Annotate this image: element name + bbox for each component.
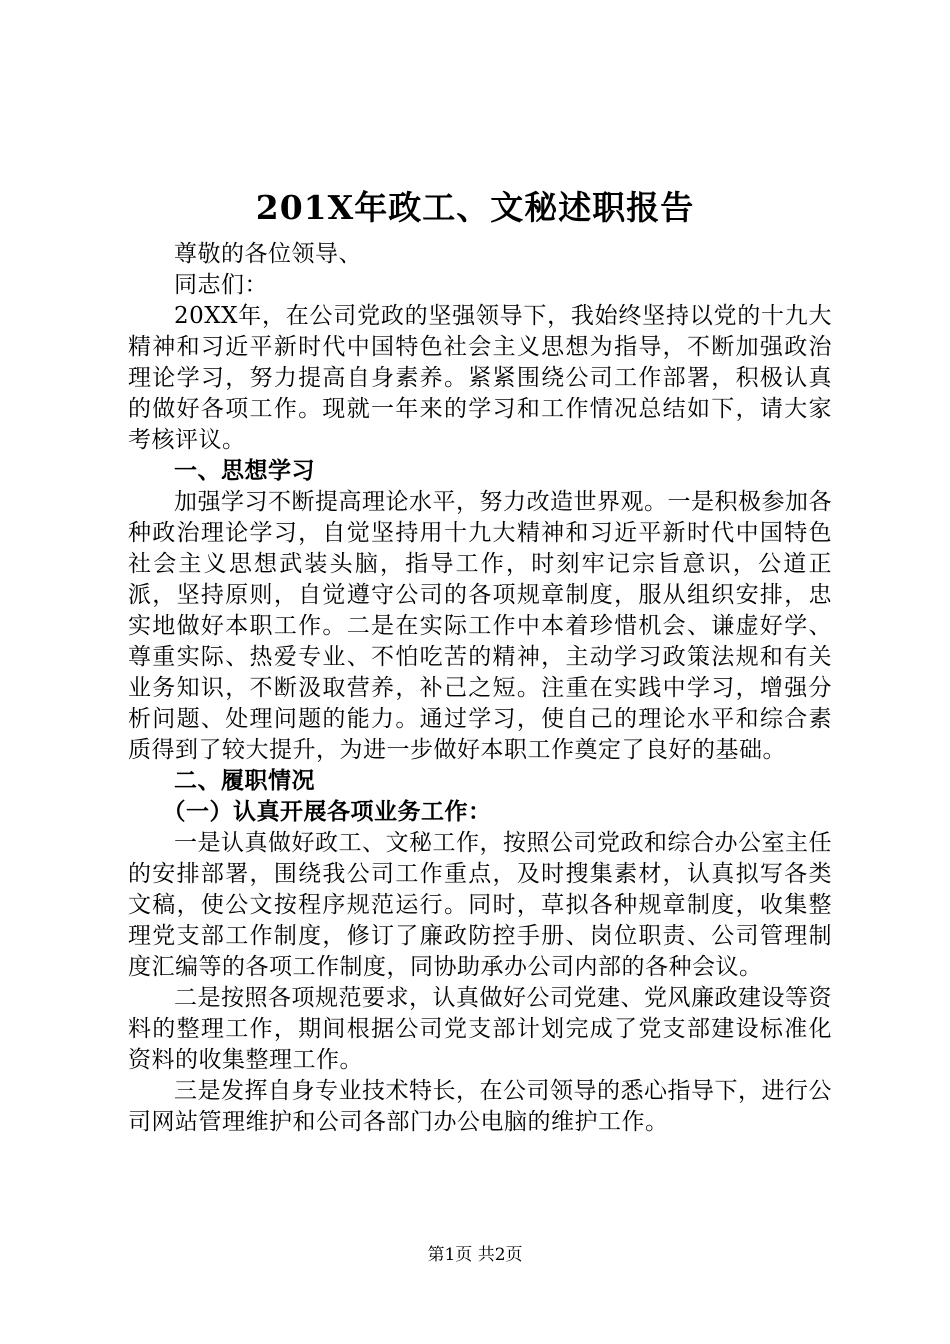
salutation-line: 尊敬的各位领导、 (174, 241, 362, 267)
body-paragraph: 三是发挥自身专业技术特长，在公司领导的悉心指导下，进行公司网站管理维护和公司各部门办公电脑的维护工作。 (128, 1078, 832, 1135)
body-paragraph: 加强学习不断提高理论水平，努力改造世界观。一是积极参加各种政治理论学习，自觉坚持用十九大精神和习近平新时代中国特色社会主义思想武装头脑，指导工作，时刻牢记宗旨意识，公道正派，坚持原则，自觉遵守公司的各项规章制度，服从组织安排，忠实地做好本职工作。二是在实际工作中本着珍惜机会、谦虚好学、尊重实际、热爱专业、不怕吃苦的精神，主动学习政策法规和有关业务知识，不断汲取营养，补己之短。注重在实践中学习，增强分析问题、处理问题的能力。通过学习，使自己的理论水平和综合素质得到了较大提升，为进一步做好本职工作奠定了良好的基础。 (128, 489, 832, 763)
document-title: 201X年政工、文秘述职报告 (255, 188, 695, 227)
section-heading: 二、履职情况 (174, 768, 315, 794)
salutation-line: 同志们： (174, 272, 268, 298)
subsection-heading: （一）认真开展各项业务工作： (162, 799, 492, 825)
page-footer: 第1页 共2页 (427, 1245, 523, 1265)
body-paragraph: 20XX年，在公司党政的坚强领导下，我始终坚持以党的十九大精神和习近平新时代中国特色社会主义思想为指导，不断加强政治理论学习，努力提高自身素养。紧紧围绕公司工作部署，积极认真的做好各项工作。现就一年来的学习和工作情况总结如下，请大家考核评议。 (128, 303, 832, 453)
document-body (128, 239, 832, 1138)
section-heading: 一、思想学习 (174, 458, 315, 484)
body-paragraph: 一是认真做好政工、文秘工作，按照公司党政和综合办公室主任的安排部署，围绕我公司工作重点，及时搜集素材，认真拟写各类文稿，使公文按程序规范运行。同时，草拟各种规章制度，收集整理党支部工作制度，修订了廉政防控手册、岗位职责、公司管理制度汇编等的各项工作制度，同协助承办公司内部的各种会议。 (128, 830, 832, 980)
body-paragraph: 二是按照各项规范要求，认真做好公司党建、党风廉政建设等资料的整理工作，期间根据公司党支部计划完成了党支部建设标准化资料的收集整理工作。 (128, 985, 832, 1073)
